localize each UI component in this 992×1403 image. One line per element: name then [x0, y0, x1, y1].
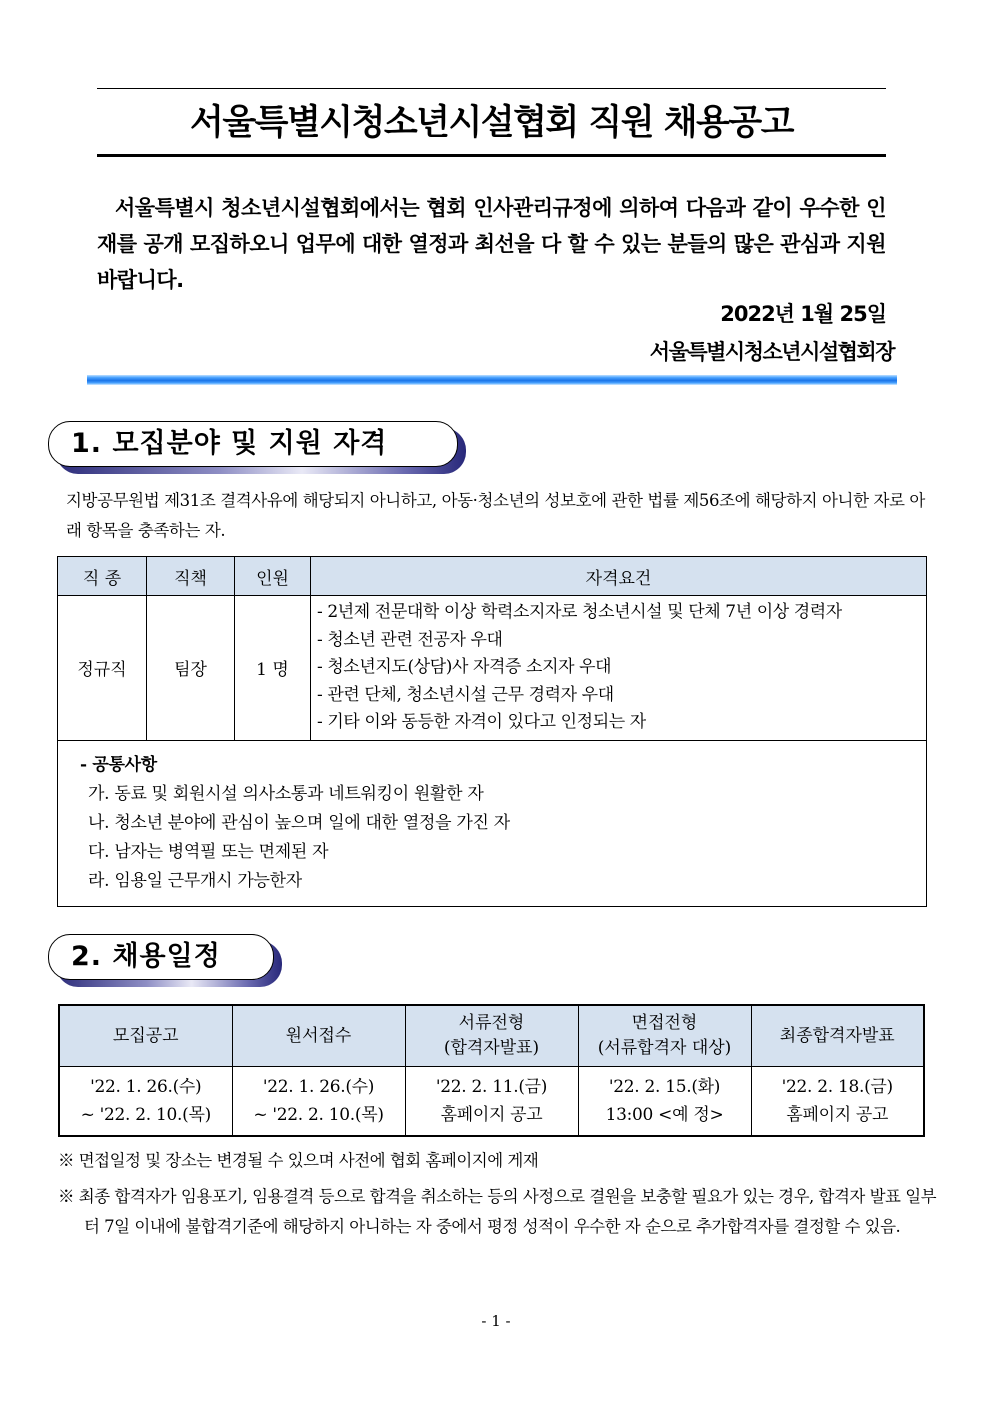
header-subline: (서류합격자 대상)	[597, 1038, 732, 1058]
cell-line: 홈페이지 공고	[786, 1105, 889, 1125]
cell-line: '22. 2. 15.(화)	[608, 1077, 721, 1097]
common-item: 가. 동료 및 회원시설 의사소통과 네트워킹이 원활한 자	[88, 783, 484, 804]
header-line: 서류전형	[458, 1013, 525, 1033]
section2-heading-badge	[48, 934, 274, 980]
schedule-cell	[232, 1067, 405, 1137]
section1-heading-badge	[48, 421, 458, 467]
qualification-header-row	[58, 557, 927, 596]
requirement-item: - 청소년 관련 전공자 우대	[317, 629, 503, 650]
announcement-date: 2022년 1월 25일	[720, 302, 886, 326]
header-line: 원서접수	[285, 1025, 352, 1046]
header-interview	[578, 1005, 751, 1067]
schedule-cell	[578, 1067, 751, 1137]
header-announcement	[59, 1005, 232, 1067]
header-job-type: 직 종	[58, 557, 147, 596]
title-bottom-rule	[97, 154, 886, 157]
note-item: ※ 최종 합격자가 임용포기, 임용결격 등으로 합격을 취소하는 등의 사정으로 결원을 보충할 필요가 있는 경우, 합격자 발표 일부터 7일 이내에 불합격기준에 해당하지 아니하는 자 중에서 평정 성적이 우수한 자 순으로 추가합격자를 결정할 수 있음.	[58, 1187, 937, 1236]
common-requirements	[58, 740, 927, 906]
cell-line: '22. 2. 11.(금)	[435, 1077, 548, 1097]
qualification-table	[57, 556, 927, 907]
section1-description: 지방공무원법 제31조 결격사유에 해당되지 아니하고, 아동·청소년의 성보호에 관한 법률 제56조에 해당하지 아니한 자로 아래 항목을 충족하는 자.	[66, 491, 925, 540]
header-document-screening	[405, 1005, 578, 1067]
requirement-item: - 기타 이와 동등한 자격이 있다고 인정되는 자	[317, 712, 646, 732]
intro-text: 서울특별시 청소년시설협회에서는 협회 인사관리규정에 의하여 다음과 같이 우수한 인재를 공개 모집하오니 업무에 대한 열정과 최선을 다 할 수 있는 분들의 많은 관심과 지원바랍니다.	[97, 196, 886, 292]
signer: 서울특별시청소년시설협회장	[649, 340, 894, 364]
intro-paragraph	[97, 190, 886, 298]
header-application	[232, 1005, 405, 1067]
cell-requirements	[311, 596, 927, 741]
requirement-item: - 관련 단체, 청소년시설 근무 경력자 우대	[317, 684, 614, 705]
cell-line: 홈페이지 공고	[440, 1105, 543, 1125]
header-position: 직책	[147, 557, 235, 596]
schedule-notes	[58, 1146, 938, 1248]
cell-line: '22. 1. 26.(수)	[262, 1077, 375, 1097]
section1-heading: 1. 모집분야 및 지원 자격	[48, 421, 458, 467]
schedule-table	[58, 1004, 925, 1137]
note-item: ※ 면접일정 및 장소는 변경될 수 있으며 사전에 협회 홈페이지에 게재	[58, 1151, 539, 1170]
header-final-announcement	[751, 1005, 924, 1067]
schedule-cell	[405, 1067, 578, 1137]
schedule-header-row	[59, 1005, 924, 1067]
cell-line: 13:00 <예 정>	[605, 1105, 724, 1125]
cell-line: ~ '22. 2. 10.(목)	[80, 1105, 211, 1125]
cell-line: '22. 1. 26.(수)	[90, 1077, 202, 1097]
header-requirements: 자격요건	[311, 557, 927, 596]
title-top-rule	[97, 88, 886, 89]
requirement-item: - 청소년지도(상담)사 자격증 소지자 우대	[317, 657, 612, 677]
common-item: 라. 임용일 근무개시 가능한자	[88, 870, 302, 891]
schedule-cell	[59, 1067, 232, 1137]
common-heading: - 공통사항	[80, 754, 157, 775]
header-subline: (합격자발표)	[443, 1038, 540, 1058]
header-count: 인원	[235, 557, 311, 596]
common-item: 나. 청소년 분야에 관심이 높으며 일에 대한 열정을 가진 자	[88, 812, 510, 833]
cell-job-type: 정규직	[58, 596, 147, 741]
schedule-cell	[751, 1067, 924, 1137]
cell-line: ~ '22. 2. 10.(목)	[253, 1105, 384, 1125]
cell-line: '22. 2. 18.(금)	[781, 1077, 893, 1097]
table-row	[59, 1067, 924, 1137]
table-row	[58, 596, 927, 741]
common-item: 다. 남자는 병역필 또는 면제된 자	[88, 841, 329, 862]
cell-position: 팀장	[147, 596, 235, 741]
page-title: 서울특별시청소년시설협회 직원 채용공고	[190, 103, 793, 143]
page-number: - 1 -	[481, 1312, 511, 1330]
header-line: 모집공고	[112, 1025, 179, 1046]
common-requirements-row	[58, 740, 927, 906]
header-line: 면접전형	[631, 1013, 698, 1033]
section2-heading: 2. 채용일정	[48, 934, 274, 980]
header-line: 최종합격자발표	[779, 1025, 895, 1046]
cell-count: 1 명	[235, 596, 311, 741]
blue-divider-bar	[87, 375, 897, 385]
requirement-item: - 2년제 전문대학 이상 학력소지자로 청소년시설 및 단체 7년 이상 경력자	[317, 602, 842, 622]
